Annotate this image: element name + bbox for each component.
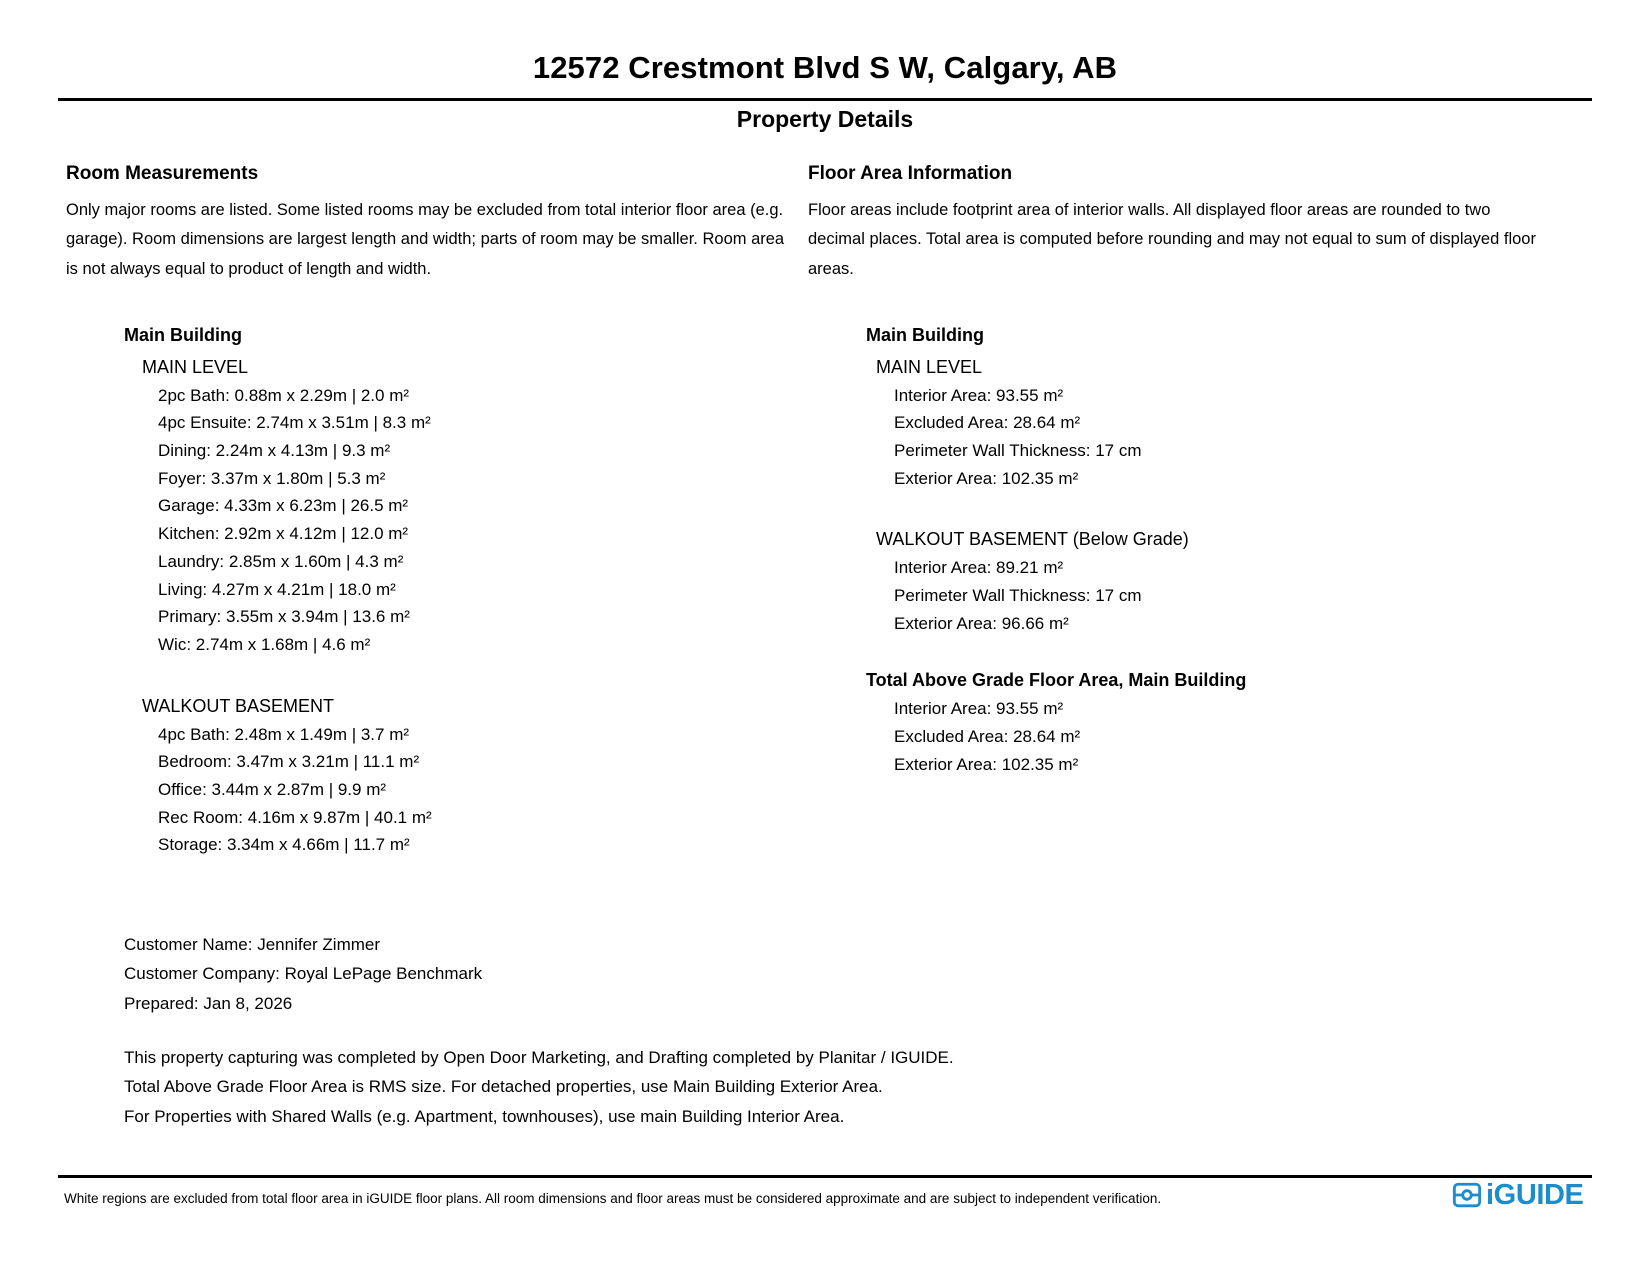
room-item: Laundry: 2.85m x 1.60m | 4.3 m²	[158, 551, 404, 571]
area-item: Excluded Area: 28.64 m²	[894, 413, 1081, 433]
area-item: Exterior Area: 96.66 m²	[894, 613, 1069, 633]
floor-area-tree	[808, 322, 1538, 779]
total-area-item: Excluded Area: 28.64 m²	[894, 727, 1081, 747]
iguide-mark-icon	[1452, 1180, 1482, 1210]
area-level-main-level: MAIN LEVEL	[876, 356, 983, 377]
main-building-label-left: Main Building	[124, 324, 242, 345]
level-name-main-level: MAIN LEVEL	[142, 356, 249, 377]
room-item: Bedroom: 3.47m x 3.21m | 11.1 m²	[158, 752, 420, 772]
note-line: For Properties with Shared Walls (e.g. Apartment, townhouses), use main Building Interior Area.	[124, 1106, 845, 1126]
room-measurements-tree	[66, 322, 786, 859]
room-item: Storage: 3.34m x 4.66m | 11.7 m²	[158, 835, 410, 855]
area-item: Interior Area: 89.21 m²	[894, 558, 1064, 578]
room-item: 4pc Bath: 2.48m x 1.49m | 3.7 m²	[158, 724, 410, 744]
total-section-spacer	[808, 637, 1538, 667]
prepared-date-line: Prepared: Jan 8, 2026	[124, 993, 293, 1013]
area-level-spacer	[808, 492, 1538, 522]
room-item: Dining: 2.24m x 4.13m | 9.3 m²	[158, 441, 391, 461]
area-level-walkout-basement: WALKOUT BASEMENT (Below Grade)	[876, 529, 1189, 550]
note-line: This property capturing was completed by Open Door Marketing, and Drafting completed by Planitar / IGUIDE.	[124, 1048, 954, 1067]
room-measurements-heading: Room Measurements	[66, 163, 259, 184]
total-area-item: Interior Area: 93.55 m²	[894, 699, 1064, 719]
footer-divider	[58, 1175, 1592, 1178]
floor-area-intro: Floor areas include footprint area of interior walls. All displayed floor areas are rounded to two decimal places. Total area is computed before rounding and may not equal to sum of displayed floor areas.	[808, 200, 1536, 278]
customer-name-line: Customer Name: Jennifer Zimmer	[124, 935, 381, 954]
page-subtitle: Property Details	[736, 106, 914, 132]
customer-company-line: Customer Company: Royal LePage Benchmark	[124, 964, 483, 984]
customer-info-block	[124, 930, 482, 1018]
room-measurements-column	[66, 163, 786, 859]
room-item: 2pc Bath: 0.88m x 2.29m | 2.0 m²	[158, 385, 410, 405]
room-measurements-intro: Only major rooms are listed. Some listed rooms may be excluded from total interior floor area (e.g. garage). Room dimensions are largest length and width; parts of room may be smaller. Room area is not always equal to product of length and width.	[66, 200, 785, 278]
iguide-logo-text: iGUIDE	[1486, 1178, 1584, 1211]
total-above-grade-label: Total Above Grade Floor Area, Main Building	[866, 670, 1247, 691]
header-divider	[58, 98, 1592, 101]
area-item: Interior Area: 93.55 m²	[894, 385, 1064, 405]
area-item: Perimeter Wall Thickness: 17 cm	[894, 441, 1142, 461]
room-item: Office: 3.44m x 2.87m | 9.9 m²	[158, 779, 387, 799]
room-item: Living: 4.27m x 4.21m | 18.0 m²	[158, 579, 396, 599]
room-item: Foyer: 3.37m x 1.80m | 5.3 m²	[158, 468, 386, 488]
room-item: Garage: 4.33m x 6.23m | 26.5 m²	[158, 496, 409, 516]
main-building-label-right: Main Building	[866, 324, 984, 345]
floor-area-column	[808, 163, 1538, 778]
note-line: Total Above Grade Floor Area is RMS size. For detached properties, use Main Building Exterior Area.	[124, 1077, 883, 1097]
area-item: Perimeter Wall Thickness: 17 cm	[894, 586, 1142, 606]
total-area-item: Exterior Area: 102.35 m²	[894, 754, 1079, 774]
footer-disclaimer: White regions are excluded from total floor area in iGUIDE floor plans. All room dimensions and floor areas must be considered approximate and are subject to independent verification.	[64, 1191, 1162, 1206]
iguide-logo	[1452, 1180, 1584, 1210]
notes-block	[124, 1043, 954, 1131]
area-item: Exterior Area: 102.35 m²	[894, 468, 1079, 488]
level-name-walkout-basement: WALKOUT BASEMENT	[142, 695, 335, 716]
room-item: Kitchen: 2.92m x 4.12m | 12.0 m²	[158, 524, 409, 544]
room-item: Rec Room: 4.16m x 9.87m | 40.1 m²	[158, 807, 432, 827]
room-item: 4pc Ensuite: 2.74m x 3.51m | 8.3 m²	[158, 413, 431, 433]
floor-area-heading: Floor Area Information	[808, 163, 1013, 184]
level-spacer	[66, 659, 786, 689]
room-item: Primary: 3.55m x 3.94m | 13.6 m²	[158, 607, 410, 627]
room-item: Wic: 2.74m x 1.68m | 4.6 m²	[158, 634, 371, 654]
page-title: 12572 Crestmont Blvd S W, Calgary, AB	[532, 50, 1118, 85]
